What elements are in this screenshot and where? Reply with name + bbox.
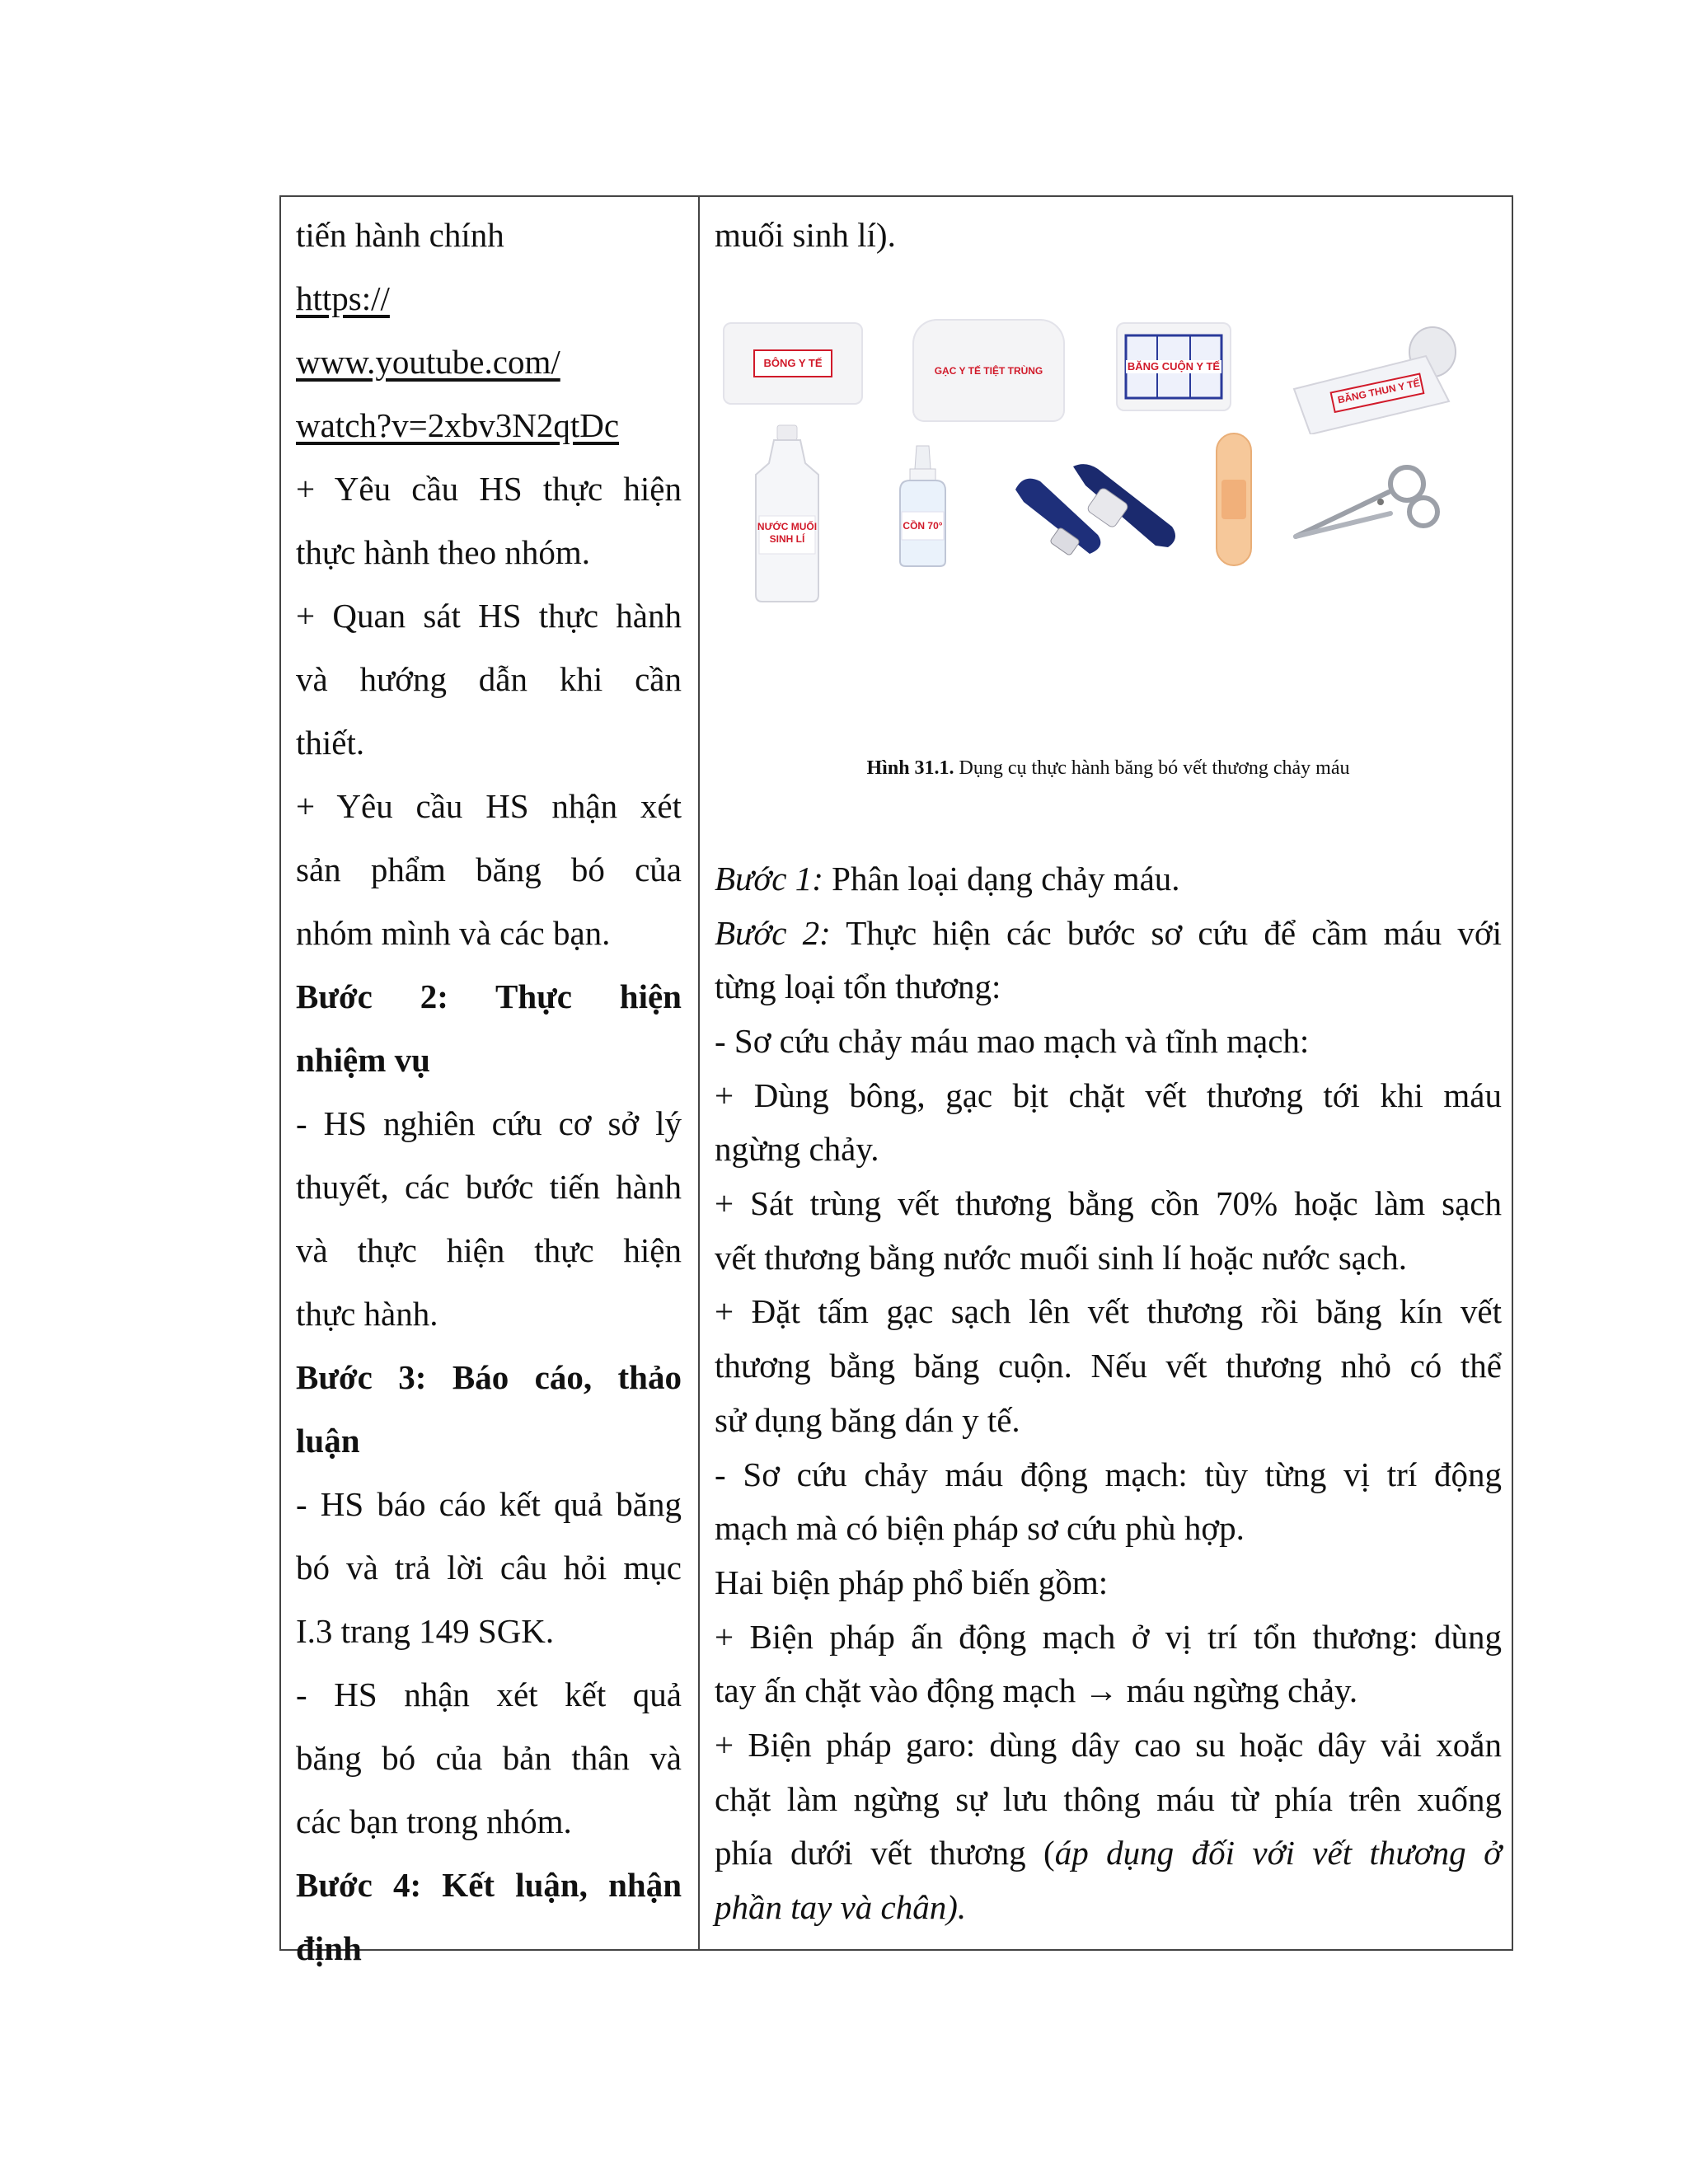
text-line: và hướng dẫn khi cần xyxy=(296,660,682,698)
text-line: mạch mà có biện pháp sơ cứu phù hợp. xyxy=(715,1509,1245,1548)
text-line: bó và trả lời câu hỏi mục xyxy=(296,1549,682,1586)
step-heading: định xyxy=(296,1929,362,1967)
text-line: - Sơ cứu chảy máu động mạch: tùy từng vị trí động xyxy=(715,1455,1502,1493)
italic-segment: áp dụng đối với vết thương ở xyxy=(1054,1834,1502,1872)
step-heading: Bước 4: Kết luận, nhận xyxy=(296,1866,682,1904)
text-line: thực hành. xyxy=(296,1295,438,1333)
text-line: sử dụng băng dán y tế. xyxy=(715,1400,1020,1439)
alcohol-bottle-image xyxy=(892,444,954,568)
elastic-bandage-label: BĂNG THUN Y TẾ xyxy=(1336,377,1421,406)
text-line xyxy=(715,1826,1502,1881)
text-line: băng bó của bản thân và xyxy=(296,1739,682,1777)
text-line: - HS báo cáo kết quả băng xyxy=(296,1485,682,1523)
text-line: + Yêu cầu HS thực hiện xyxy=(296,470,682,508)
step2-line xyxy=(715,907,1502,961)
text-line: + Đặt tấm gạc sạch lên vết thương rồi băng kín vết xyxy=(715,1292,1502,1331)
figure-caption xyxy=(715,757,1502,780)
text-line: - HS nhận xét kết quả xyxy=(296,1675,682,1713)
elastic-bandage-image xyxy=(1286,319,1463,434)
text-line: chặt làm ngừng sự lưu thông máu từ phía trên xuống xyxy=(715,1779,1502,1818)
text-line: vết thương bằng nước muối sinh lí hoặc nước sạch. xyxy=(715,1238,1407,1277)
text-line: các bạn trong nhóm. xyxy=(296,1802,572,1840)
text-line: + Dùng bông, gạc bịt chặt vết thương tới khi máu xyxy=(715,1076,1502,1114)
adhesive-bandage-image xyxy=(1213,432,1254,568)
text-line: + Quan sát HS thực hành xyxy=(296,597,682,635)
step-heading: nhiệm vụ xyxy=(296,1041,430,1079)
cotton-label: BÔNG Y TẾ xyxy=(763,357,823,369)
saline-bottle-icon xyxy=(746,424,828,605)
saline-bottle-image xyxy=(746,424,828,605)
text-line: nhóm mình và các bạn. xyxy=(296,914,611,952)
content-table xyxy=(279,195,1513,1967)
video-link-line[interactable]: watch?v=2xbv3N2qtDc xyxy=(296,406,620,444)
text-line: muối sinh lí). xyxy=(715,216,896,254)
figure-caption-text: Dụng cụ thực hành băng bó vết thương chảy máu xyxy=(954,757,1350,779)
step1-text: Phân loại dạng chảy máu. xyxy=(823,860,1180,898)
text-line: - HS nghiên cứu cơ sở lý xyxy=(296,1104,682,1142)
text-line: từng loại tổn thương: xyxy=(715,968,1001,1006)
saline-label: NƯỚC MUỐI SINH LÍ xyxy=(757,521,818,545)
step1-line xyxy=(715,852,1502,907)
figure-31-1 xyxy=(715,279,1502,823)
gauze-label: GẠC Y TẾ TIỆT TRÙNG xyxy=(934,364,1043,377)
text-line: + Sát trùng vết thương bằng cồn 70% hoặc làm sạch xyxy=(715,1184,1502,1223)
video-link-line[interactable]: www.youtube.com/ xyxy=(296,343,560,381)
text-line: thuyết, các bước tiến hành xyxy=(296,1168,682,1206)
elastic-bandage-icon xyxy=(1286,319,1463,434)
step-heading: luận xyxy=(296,1422,360,1460)
text-line: tay ấn chặt vào động mạch → máu ngừng chảy. xyxy=(715,1671,1358,1710)
text-line: + Biện pháp ấn động mạch ở vị trí tổn thương: dùng xyxy=(715,1617,1502,1656)
step-heading: Bước 3: Báo cáo, thảo xyxy=(296,1358,682,1396)
text-line: I.3 trang 149 SGK. xyxy=(296,1612,555,1650)
scissors-image xyxy=(1292,461,1444,551)
step1-label: Bước 1: xyxy=(715,860,823,898)
text-segment: phía dưới vết thương ( xyxy=(715,1834,1055,1872)
roll-bandage-label: BĂNG CUỘN Y TẾ xyxy=(1127,360,1221,373)
text-line: và thực hiện thực hiện xyxy=(296,1231,682,1269)
text-line: tiến hành chính xyxy=(296,216,504,254)
gauze-package-image xyxy=(912,319,1065,422)
text-line: thương bằng băng cuộn. Nếu vết thương nhỏ có thể xyxy=(715,1347,1502,1385)
video-link-line[interactable]: https:// xyxy=(296,279,390,317)
roll-bandage-image xyxy=(1116,322,1231,411)
italic-line: phần tay và chân). xyxy=(715,1888,967,1926)
alcohol-label: CỒN 70° xyxy=(903,520,943,532)
figure-caption-label: Hình 31.1. xyxy=(866,757,954,779)
left-column xyxy=(281,197,700,1967)
text-line: - Sơ cứu chảy máu mao mạch và tĩnh mạch: xyxy=(715,1022,1310,1061)
text-line: ngừng chảy. xyxy=(715,1130,879,1169)
text-line: + Biện pháp garo: dùng dây cao su hoặc dây vải xoắn xyxy=(715,1725,1502,1764)
tourniquet-image xyxy=(1007,457,1184,564)
step-heading: Bước 2: Thực hiện xyxy=(296,977,682,1015)
step2-text: Thực hiện các bước sơ cứu để cầm máu với xyxy=(830,913,1502,952)
alcohol-bottle-icon xyxy=(892,444,954,568)
text-line: thiết. xyxy=(296,724,365,762)
text-line: thực hành theo nhóm. xyxy=(296,533,590,571)
step2-label: Bước 2: xyxy=(715,913,831,952)
tourniquet-icon xyxy=(1007,457,1184,564)
adhesive-bandage-icon xyxy=(1213,432,1254,568)
scissors-icon xyxy=(1292,461,1444,551)
text-line: Hai biện pháp phổ biến gồm: xyxy=(715,1563,1109,1601)
text-line: + Yêu cầu HS nhận xét xyxy=(296,787,682,825)
text-line: sản phẩm băng bó của xyxy=(296,851,682,888)
cotton-package-image xyxy=(723,322,863,405)
right-column xyxy=(700,197,1512,1949)
